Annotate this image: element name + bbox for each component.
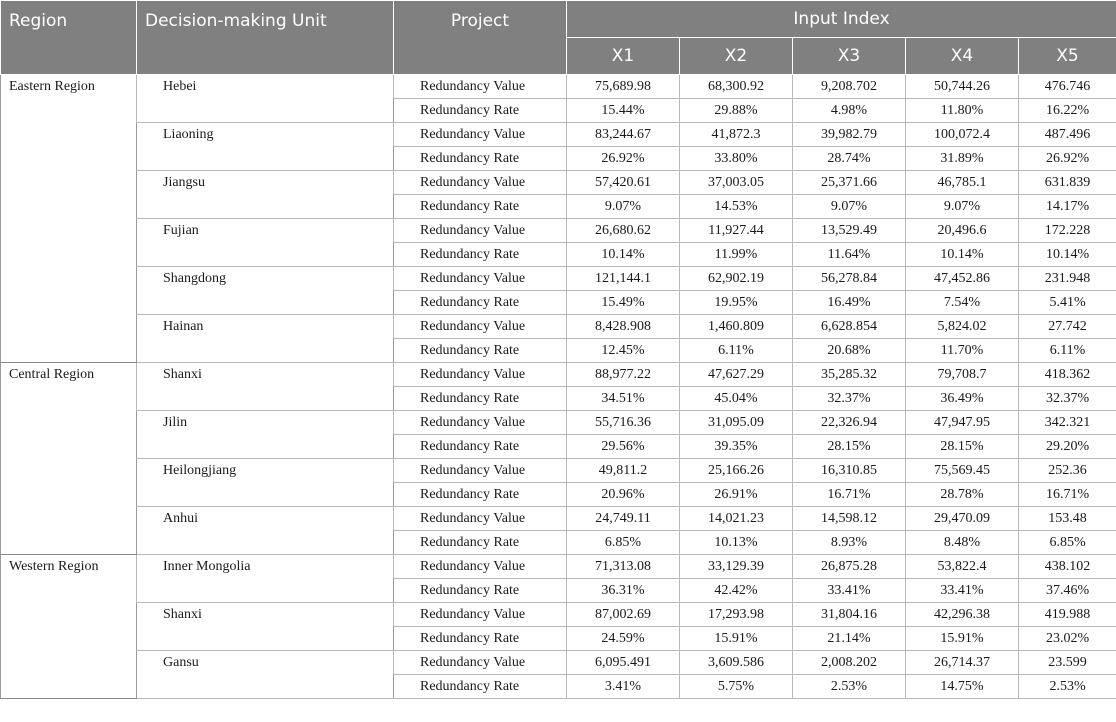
project-cell: Redundancy Rate (394, 579, 567, 603)
project-cell: Redundancy Value (394, 123, 567, 147)
x3-cell: 28.15% (793, 435, 906, 459)
x3-cell: 9,208.702 (793, 75, 906, 99)
project-cell: Redundancy Value (394, 555, 567, 579)
x1-cell: 34.51% (567, 387, 680, 411)
x2-cell: 14.53% (680, 195, 793, 219)
table-header (1, 1, 1116, 75)
header-x2: X2 (680, 38, 793, 75)
x3-cell: 9.07% (793, 195, 906, 219)
x4-cell: 46,785.1 (906, 171, 1019, 195)
x4-cell: 15.91% (906, 627, 1019, 651)
x3-cell: 32.37% (793, 387, 906, 411)
x1-cell: 26.92% (567, 147, 680, 171)
x3-cell: 16,310.85 (793, 459, 906, 483)
x4-cell: 7.54% (906, 291, 1019, 315)
header-x4: X4 (906, 38, 1019, 75)
x1-cell: 20.96% (567, 483, 680, 507)
dmu-cell: Jilin (137, 411, 394, 459)
x1-cell: 24.59% (567, 627, 680, 651)
x3-cell: 33.41% (793, 579, 906, 603)
x2-cell: 25,166.26 (680, 459, 793, 483)
project-cell: Redundancy Rate (394, 531, 567, 555)
x2-cell: 47,627.29 (680, 363, 793, 387)
x2-cell: 1,460.809 (680, 315, 793, 339)
x4-cell: 11.70% (906, 339, 1019, 363)
x5-cell: 231.948 (1019, 267, 1116, 291)
x2-cell: 14,021.23 (680, 507, 793, 531)
x5-cell: 153.48 (1019, 507, 1116, 531)
x5-cell: 631.839 (1019, 171, 1116, 195)
x1-cell: 88,977.22 (567, 363, 680, 387)
x1-cell: 12.45% (567, 339, 680, 363)
x2-cell: 33.80% (680, 147, 793, 171)
project-cell: Redundancy Value (394, 315, 567, 339)
x2-cell: 11,927.44 (680, 219, 793, 243)
x4-cell: 29,470.09 (906, 507, 1019, 531)
x5-cell: 5.41% (1019, 291, 1116, 315)
dmu-cell: Hainan (137, 315, 394, 363)
project-cell: Redundancy Rate (394, 483, 567, 507)
dmu-cell: Shangdong (137, 267, 394, 315)
x3-cell: 26,875.28 (793, 555, 906, 579)
x4-cell: 50,744.26 (906, 75, 1019, 99)
header-x3: X3 (793, 38, 906, 75)
x3-cell: 8.93% (793, 531, 906, 555)
project-cell: Redundancy Rate (394, 339, 567, 363)
dmu-cell: Anhui (137, 507, 394, 555)
table-row (1, 603, 1116, 627)
x2-cell: 42.42% (680, 579, 793, 603)
x2-cell: 31,095.09 (680, 411, 793, 435)
x5-cell: 476.746 (1019, 75, 1116, 99)
x5-cell: 438.102 (1019, 555, 1116, 579)
x1-cell: 55,716.36 (567, 411, 680, 435)
x5-cell: 6.85% (1019, 531, 1116, 555)
x5-cell: 487.496 (1019, 123, 1116, 147)
x1-cell: 6.85% (567, 531, 680, 555)
x2-cell: 62,902.19 (680, 267, 793, 291)
project-cell: Redundancy Value (394, 219, 567, 243)
x5-cell: 32.37% (1019, 387, 1116, 411)
x3-cell: 35,285.32 (793, 363, 906, 387)
project-cell: Redundancy Value (394, 603, 567, 627)
x5-cell: 23.02% (1019, 627, 1116, 651)
x1-cell: 8,428.908 (567, 315, 680, 339)
x2-cell: 10.13% (680, 531, 793, 555)
x4-cell: 8.48% (906, 531, 1019, 555)
x3-cell: 31,804.16 (793, 603, 906, 627)
x1-cell: 49,811.2 (567, 459, 680, 483)
x5-cell: 23.599 (1019, 651, 1116, 675)
table-row (1, 267, 1116, 291)
region-cell: Western Region (1, 555, 137, 699)
dmu-cell: Heilongjiang (137, 459, 394, 507)
x1-cell: 83,244.67 (567, 123, 680, 147)
x3-cell: 14,598.12 (793, 507, 906, 531)
x5-cell: 418.362 (1019, 363, 1116, 387)
project-cell: Redundancy Value (394, 75, 567, 99)
x5-cell: 26.92% (1019, 147, 1116, 171)
x2-cell: 5.75% (680, 675, 793, 699)
project-cell: Redundancy Rate (394, 627, 567, 651)
header-input-index: Input Index (567, 1, 1116, 38)
header-dmu: Decision-making Unit (137, 1, 394, 75)
project-cell: Redundancy Value (394, 651, 567, 675)
x3-cell: 28.74% (793, 147, 906, 171)
x1-cell: 3.41% (567, 675, 680, 699)
x4-cell: 9.07% (906, 195, 1019, 219)
project-cell: Redundancy Value (394, 507, 567, 531)
x4-cell: 47,452.86 (906, 267, 1019, 291)
header-region: Region (1, 1, 137, 75)
x1-cell: 15.49% (567, 291, 680, 315)
x2-cell: 19.95% (680, 291, 793, 315)
x4-cell: 28.15% (906, 435, 1019, 459)
table-row (1, 411, 1116, 435)
x4-cell: 5,824.02 (906, 315, 1019, 339)
x5-cell: 29.20% (1019, 435, 1116, 459)
project-cell: Redundancy Rate (394, 435, 567, 459)
x3-cell: 25,371.66 (793, 171, 906, 195)
x2-cell: 33,129.39 (680, 555, 793, 579)
x5-cell: 16.22% (1019, 99, 1116, 123)
x3-cell: 56,278.84 (793, 267, 906, 291)
x4-cell: 47,947.95 (906, 411, 1019, 435)
x2-cell: 17,293.98 (680, 603, 793, 627)
x2-cell: 37,003.05 (680, 171, 793, 195)
table-row (1, 651, 1116, 675)
dmu-cell: Inner Mongolia (137, 555, 394, 603)
x2-cell: 39.35% (680, 435, 793, 459)
x1-cell: 6,095.491 (567, 651, 680, 675)
x4-cell: 28.78% (906, 483, 1019, 507)
x5-cell: 342.321 (1019, 411, 1116, 435)
x4-cell: 31.89% (906, 147, 1019, 171)
table-row (1, 219, 1116, 243)
x3-cell: 16.71% (793, 483, 906, 507)
dmu-cell: Jiangsu (137, 171, 394, 219)
x3-cell: 2,008.202 (793, 651, 906, 675)
table-body (1, 75, 1116, 699)
project-cell: Redundancy Value (394, 171, 567, 195)
table-row (1, 315, 1116, 339)
x3-cell: 22,326.94 (793, 411, 906, 435)
x5-cell: 16.71% (1019, 483, 1116, 507)
dmu-cell: Gansu (137, 651, 394, 699)
dmu-cell: Hebei (137, 75, 394, 123)
x4-cell: 100,072.4 (906, 123, 1019, 147)
x2-cell: 6.11% (680, 339, 793, 363)
x2-cell: 68,300.92 (680, 75, 793, 99)
x5-cell: 14.17% (1019, 195, 1116, 219)
x5-cell: 2.53% (1019, 675, 1116, 699)
header-x1: X1 (567, 38, 680, 75)
x1-cell: 36.31% (567, 579, 680, 603)
x5-cell: 6.11% (1019, 339, 1116, 363)
dmu-cell: Fujian (137, 219, 394, 267)
x4-cell: 33.41% (906, 579, 1019, 603)
dmu-cell: Liaoning (137, 123, 394, 171)
x1-cell: 75,689.98 (567, 75, 680, 99)
x2-cell: 15.91% (680, 627, 793, 651)
x5-cell: 10.14% (1019, 243, 1116, 267)
x2-cell: 26.91% (680, 483, 793, 507)
table-row (1, 555, 1116, 579)
x1-cell: 71,313.08 (567, 555, 680, 579)
header-x5: X5 (1019, 38, 1116, 75)
x3-cell: 16.49% (793, 291, 906, 315)
x4-cell: 75,569.45 (906, 459, 1019, 483)
table-row (1, 363, 1116, 387)
x3-cell: 11.64% (793, 243, 906, 267)
x1-cell: 29.56% (567, 435, 680, 459)
x3-cell: 6,628.854 (793, 315, 906, 339)
x1-cell: 87,002.69 (567, 603, 680, 627)
project-cell: Redundancy Value (394, 411, 567, 435)
x4-cell: 26,714.37 (906, 651, 1019, 675)
dmu-cell: Shanxi (137, 603, 394, 651)
x4-cell: 10.14% (906, 243, 1019, 267)
x1-cell: 57,420.61 (567, 171, 680, 195)
header-project: Project (394, 1, 567, 75)
region-cell: Central Region (1, 363, 137, 555)
x3-cell: 4.98% (793, 99, 906, 123)
x2-cell: 3,609.586 (680, 651, 793, 675)
table-row (1, 123, 1116, 147)
region-cell: Eastern Region (1, 75, 137, 363)
table-row (1, 171, 1116, 195)
project-cell: Redundancy Rate (394, 291, 567, 315)
x4-cell: 42,296.38 (906, 603, 1019, 627)
x5-cell: 37.46% (1019, 579, 1116, 603)
x4-cell: 36.49% (906, 387, 1019, 411)
project-cell: Redundancy Value (394, 267, 567, 291)
x4-cell: 53,822.4 (906, 555, 1019, 579)
x5-cell: 172.228 (1019, 219, 1116, 243)
x3-cell: 39,982.79 (793, 123, 906, 147)
project-cell: Redundancy Rate (394, 387, 567, 411)
x1-cell: 121,144.1 (567, 267, 680, 291)
project-cell: Redundancy Rate (394, 99, 567, 123)
x4-cell: 14.75% (906, 675, 1019, 699)
x1-cell: 9.07% (567, 195, 680, 219)
project-cell: Redundancy Value (394, 459, 567, 483)
x4-cell: 79,708.7 (906, 363, 1019, 387)
x3-cell: 20.68% (793, 339, 906, 363)
x5-cell: 252.36 (1019, 459, 1116, 483)
dmu-cell: Shanxi (137, 363, 394, 411)
x5-cell: 419.988 (1019, 603, 1116, 627)
x2-cell: 41,872.3 (680, 123, 793, 147)
x1-cell: 26,680.62 (567, 219, 680, 243)
table-row (1, 75, 1116, 99)
table-row (1, 459, 1116, 483)
table-row (1, 507, 1116, 531)
project-cell: Redundancy Value (394, 363, 567, 387)
x4-cell: 20,496.6 (906, 219, 1019, 243)
x2-cell: 45.04% (680, 387, 793, 411)
project-cell: Redundancy Rate (394, 147, 567, 171)
x1-cell: 24,749.11 (567, 507, 680, 531)
x5-cell: 27.742 (1019, 315, 1116, 339)
x3-cell: 13,529.49 (793, 219, 906, 243)
x1-cell: 10.14% (567, 243, 680, 267)
project-cell: Redundancy Rate (394, 243, 567, 267)
x3-cell: 2.53% (793, 675, 906, 699)
x2-cell: 11.99% (680, 243, 793, 267)
x1-cell: 15.44% (567, 99, 680, 123)
x4-cell: 11.80% (906, 99, 1019, 123)
project-cell: Redundancy Rate (394, 675, 567, 699)
x3-cell: 21.14% (793, 627, 906, 651)
x2-cell: 29.88% (680, 99, 793, 123)
project-cell: Redundancy Rate (394, 195, 567, 219)
